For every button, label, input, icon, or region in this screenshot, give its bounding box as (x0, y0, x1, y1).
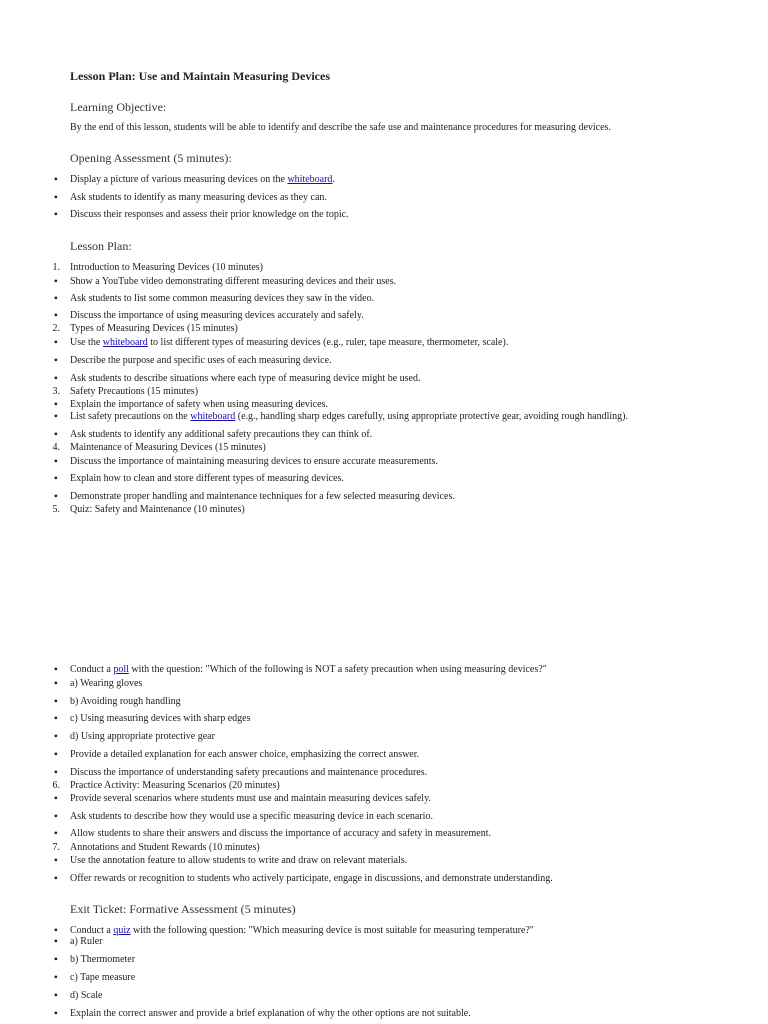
quiz-link[interactable]: quiz (113, 925, 131, 936)
bullet-marker: • (53, 207, 58, 221)
bullet-marker: • (53, 923, 58, 937)
whiteboard-link[interactable]: whiteboard (287, 174, 333, 185)
list-item-text: with the following question: "Which measuring device is most suitable for measuring temperature?" (130, 925, 534, 936)
list-item-text: . (332, 174, 335, 185)
list-item-text: Use the (70, 337, 103, 348)
section-title: Annotations and Student Rewards (10 minutes) (70, 842, 260, 853)
list-item: Ask students to identify as many measuring devices as they can. (70, 192, 327, 203)
whiteboard-link[interactable]: whiteboard (102, 337, 148, 348)
list-number: 5. (52, 504, 60, 515)
list-item-text: Conduct a (70, 664, 114, 675)
list-item: d) Using appropriate protective gear (70, 731, 215, 742)
bullet-marker: • (53, 970, 58, 984)
bullet-marker: • (53, 826, 58, 840)
list-item: d) Scale (70, 990, 103, 1001)
bullet-marker: • (53, 988, 58, 1002)
list-item: b) Avoiding rough handling (70, 696, 181, 707)
bullet-marker: • (53, 274, 58, 288)
lesson-plan-heading: Lesson Plan: (70, 239, 132, 253)
list-item: Explain the importance of safety when using measuring devices. (70, 399, 328, 410)
bullet-marker: • (53, 1006, 58, 1020)
list-item: Provide a detailed explanation for each answer choice, emphasizing the correct answer. (70, 749, 420, 760)
list-item: a) Ruler (70, 936, 103, 947)
list-item-text: Conduct a (70, 925, 114, 936)
bullet-marker: • (53, 952, 58, 966)
list-item (70, 337, 508, 348)
list-item-text: to list different types of measuring devices (e.g., ruler, tape measure, thermometer, scale). (147, 337, 509, 348)
list-item-text: with the question: "Which of the following is NOT a safety precaution when using measuring devices?" (128, 664, 547, 675)
section-title: Maintenance of Measuring Devices (15 minutes) (70, 442, 266, 453)
bullet-marker: • (53, 662, 58, 676)
list-number: 6. (52, 780, 60, 791)
bullet-marker: • (53, 454, 58, 468)
exit-ticket-heading: Exit Ticket: Formative Assessment (5 minutes) (70, 902, 296, 916)
opening-assessment-heading: Opening Assessment (5 minutes): (70, 151, 232, 165)
list-item: c) Using measuring devices with sharp edges (70, 713, 251, 724)
list-item: c) Tape measure (70, 972, 136, 983)
bullet-marker: • (53, 190, 58, 204)
list-item: b) Thermometer (70, 954, 136, 965)
list-item: Explain how to clean and store different types of measuring devices. (70, 473, 344, 484)
list-item: Allow students to share their answers and discuss the importance of accuracy and safety in measurement. (70, 828, 491, 839)
bullet-marker: • (53, 335, 58, 349)
bullet-marker: • (53, 747, 58, 761)
section-title: Quiz: Safety and Maintenance (10 minutes) (70, 504, 245, 515)
bullet-marker: • (53, 765, 58, 779)
list-item: Ask students to identify any additional safety precautions they can think of. (70, 429, 373, 440)
list-number: 4. (52, 442, 60, 453)
bullet-marker: • (53, 871, 58, 885)
list-item-text: List safety precautions on the (70, 411, 191, 422)
list-item: Discuss their responses and assess their prior knowledge on the topic. (70, 209, 349, 220)
list-item: Discuss the importance of using measuring devices accurately and safely. (70, 310, 364, 321)
list-item: Ask students to describe how they would use a specific measuring device in each scenario. (70, 811, 433, 822)
learning-objective-heading: Learning Objective: (70, 100, 167, 114)
bullet-marker: • (53, 489, 58, 503)
list-item (70, 411, 628, 422)
bullet-marker: • (53, 729, 58, 743)
poll-link[interactable]: poll (113, 664, 129, 675)
list-item: Provide several scenarios where students must use and maintain measuring devices safely. (70, 793, 431, 804)
bullet-marker: • (53, 172, 58, 186)
section-title: Practice Activity: Measuring Scenarios (20 minutes) (70, 780, 280, 791)
learning-objective-text: By the end of this lesson, students will be able to identify and describe the safe use and maintenance procedures for measuring devices. (70, 122, 611, 133)
bullet-marker: • (53, 694, 58, 708)
bullet-marker: • (53, 427, 58, 441)
list-item: Use the annotation feature to allow students to write and draw on relevant materials. (70, 855, 408, 866)
list-item-text: (e.g., handling sharp edges carefully, using appropriate protective gear, avoiding rough handling). (235, 411, 628, 422)
list-item: Describe the purpose and specific uses of each measuring device. (70, 355, 332, 366)
list-item: Explain the correct answer and provide a brief explanation of why the other options are not suitable. (70, 1008, 471, 1019)
list-item: a) Wearing gloves (70, 678, 143, 689)
page-title: Lesson Plan: Use and Maintain Measuring Devices (70, 69, 331, 83)
list-item: Show a YouTube video demonstrating different measuring devices and their uses. (70, 276, 397, 287)
list-item (70, 925, 534, 936)
list-item: Discuss the importance of understanding safety precautions and maintenance procedures. (70, 767, 428, 778)
bullet-marker: • (53, 397, 58, 411)
list-number: 1. (52, 262, 60, 273)
bullet-marker: • (53, 291, 58, 305)
list-item-text: Display a picture of various measuring devices on the (70, 174, 288, 185)
bullet-marker: • (53, 471, 58, 485)
bullet-marker: • (53, 711, 58, 725)
bullet-marker: • (53, 409, 58, 423)
list-number: 3. (52, 386, 60, 397)
list-item: Discuss the importance of maintaining measuring devices to ensure accurate measurements. (70, 456, 438, 467)
list-item: Offer rewards or recognition to students who actively participate, engage in discussions, and demonstrate understanding. (70, 873, 553, 884)
section-title: Types of Measuring Devices (15 minutes) (70, 323, 238, 334)
bullet-marker: • (53, 934, 58, 948)
bullet-marker: • (53, 676, 58, 690)
list-item: Ask students to describe situations where each type of measuring device might be used. (70, 373, 421, 384)
list-item (70, 664, 547, 675)
bullet-marker: • (53, 308, 58, 322)
bullet-marker: • (53, 371, 58, 385)
bullet-marker: • (53, 353, 58, 367)
section-title: Introduction to Measuring Devices (10 minutes) (70, 262, 264, 273)
bullet-marker: • (53, 853, 58, 867)
bullet-marker: • (53, 791, 58, 805)
bullet-marker: • (53, 809, 58, 823)
list-number: 2. (52, 323, 60, 334)
list-number: 7. (52, 842, 60, 853)
section-title: Safety Precautions (15 minutes) (70, 386, 199, 397)
list-item: Demonstrate proper handling and maintenance techniques for a few selected measuring devices. (70, 491, 455, 502)
whiteboard-link[interactable]: whiteboard (190, 411, 236, 422)
list-item: Ask students to list some common measuring devices they saw in the video. (70, 293, 375, 304)
list-item (70, 174, 335, 185)
